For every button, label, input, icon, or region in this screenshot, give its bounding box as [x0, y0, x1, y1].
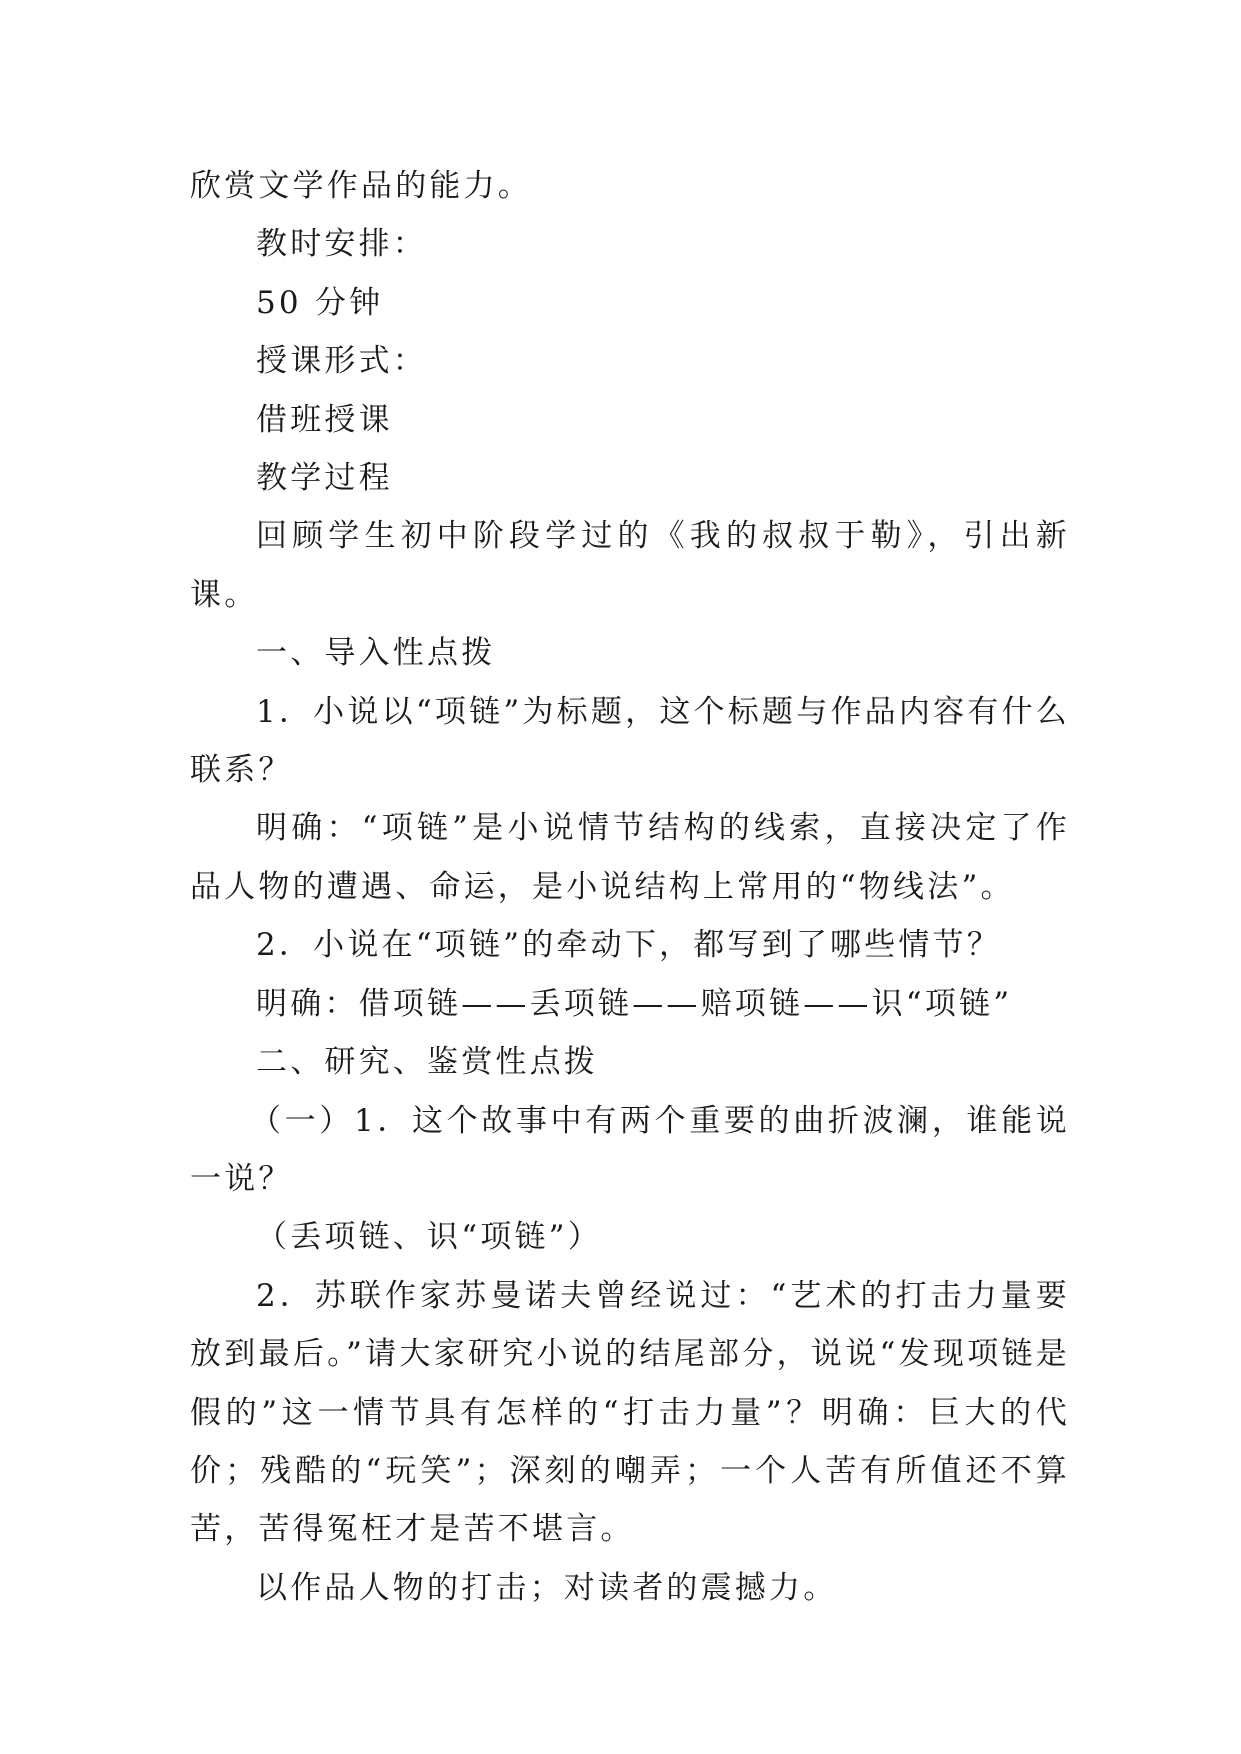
paragraph: 以作品人物的打击；对读者的震撼力。: [256, 1569, 838, 1606]
document-body: [190, 157, 1070, 1617]
answer-paragraph: 明确：借项链——丢项链——赔项链——识“项链”: [256, 985, 1013, 1022]
answer-paragraph: （丢项链、识“项链”）: [256, 1219, 602, 1256]
paragraph: 教学过程: [256, 460, 393, 497]
question-paragraph: 2．苏联作家苏曼诺夫曾经说过：“艺术的打击力量要放到最后。”请大家研究小说的结尾部分，说说“发现项链是假的”这一情节具有怎样的“打击力量”？明确：巨大的代价；残酷的“玩笑”；深刻的嘲弄；一个人苦有所值还不算苦，苦得冤枉才是苦不堪言。: [190, 1277, 1070, 1548]
question-paragraph: 1．小说以“项链”为标题，这个标题与作品内容有什么联系？: [190, 693, 1070, 789]
answer-paragraph: 明确：“项链”是小说情节结构的线索，直接决定了作品人物的遭遇、命运，是小说结构上常用的“物线法”。: [190, 810, 1070, 905]
paragraph: 教时安排：: [256, 226, 427, 263]
paragraph: 回顾学生初中阶段学过的《我的叔叔于勒》，引出新课。: [190, 518, 1070, 613]
section-heading: 二、研究、鉴赏性点拨: [256, 1044, 598, 1081]
paragraph: 授课形式：: [256, 343, 427, 380]
question-paragraph: 2．小说在“项链”的牵动下，都写到了哪些情节？: [256, 927, 1002, 964]
paragraph: 欣赏文学作品的能力。: [190, 168, 532, 204]
paragraph: 50 分钟: [256, 284, 384, 321]
question-paragraph: （一）1．这个故事中有两个重要的曲折波澜，谁能说一说？: [190, 1102, 1070, 1197]
section-heading: 一、导入性点拨: [256, 635, 496, 672]
paragraph: 借班授课: [256, 401, 393, 438]
